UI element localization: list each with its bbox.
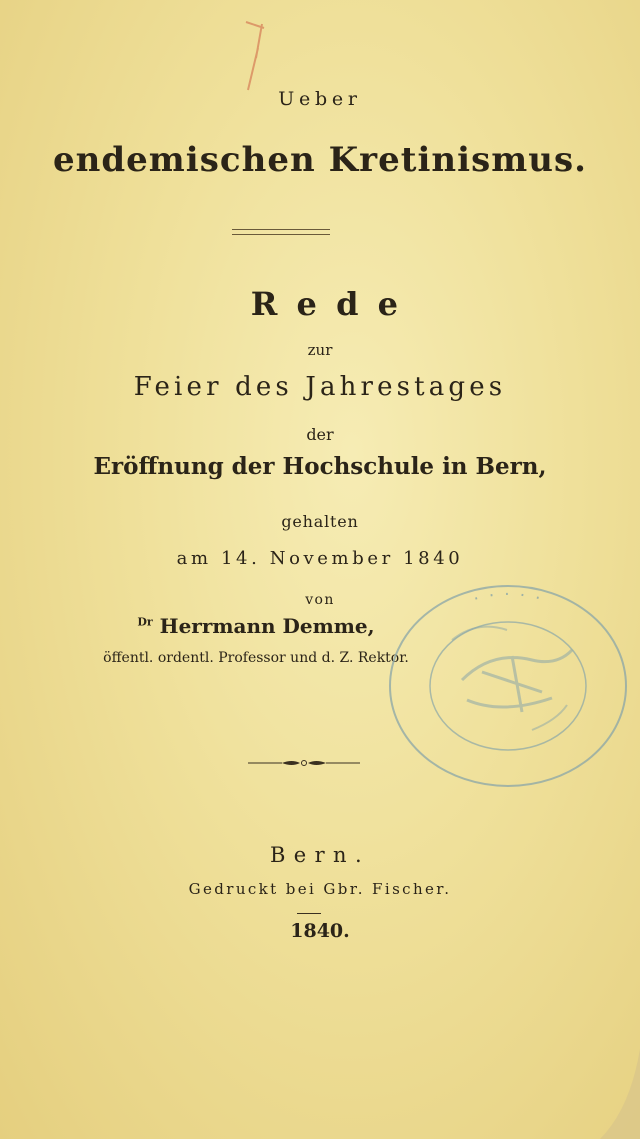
library-stamp-icon bbox=[382, 580, 634, 792]
author-name: Herrmann Demme, bbox=[159, 614, 375, 638]
zur-line: zur bbox=[307, 341, 333, 359]
author-title: öffentl. ordentl. Professor und d. Z. Rektor. bbox=[103, 650, 409, 666]
page-corner-icon bbox=[600, 1049, 640, 1139]
year-line: 1840. bbox=[290, 920, 350, 942]
place-line: Bern. bbox=[269, 843, 371, 867]
double-rule-divider bbox=[232, 229, 330, 235]
von-line: von bbox=[305, 592, 335, 608]
gehalten-line: gehalten bbox=[281, 512, 359, 531]
author-prefix: Dr bbox=[137, 615, 153, 629]
short-rule-divider bbox=[297, 913, 321, 914]
eroeffnung-line: Eröffnung der Hochschule in Bern, bbox=[93, 453, 547, 480]
rede-heading: Rede bbox=[250, 285, 418, 323]
der-line: der bbox=[306, 425, 334, 444]
pencil-mark-icon bbox=[236, 18, 276, 98]
main-title: endemischen Kretinismus. bbox=[52, 140, 588, 180]
feier-line: Feier des Jahrestages bbox=[133, 372, 507, 402]
ornament-divider-icon bbox=[248, 759, 360, 767]
date-line: am 14. November 1840 bbox=[176, 548, 464, 569]
printer-line: Gedruckt bei Gbr. Fischer. bbox=[188, 880, 452, 898]
svg-text:· · · · ·: · · · · · bbox=[471, 585, 545, 610]
preposition-ueber: Ueber bbox=[278, 88, 362, 110]
